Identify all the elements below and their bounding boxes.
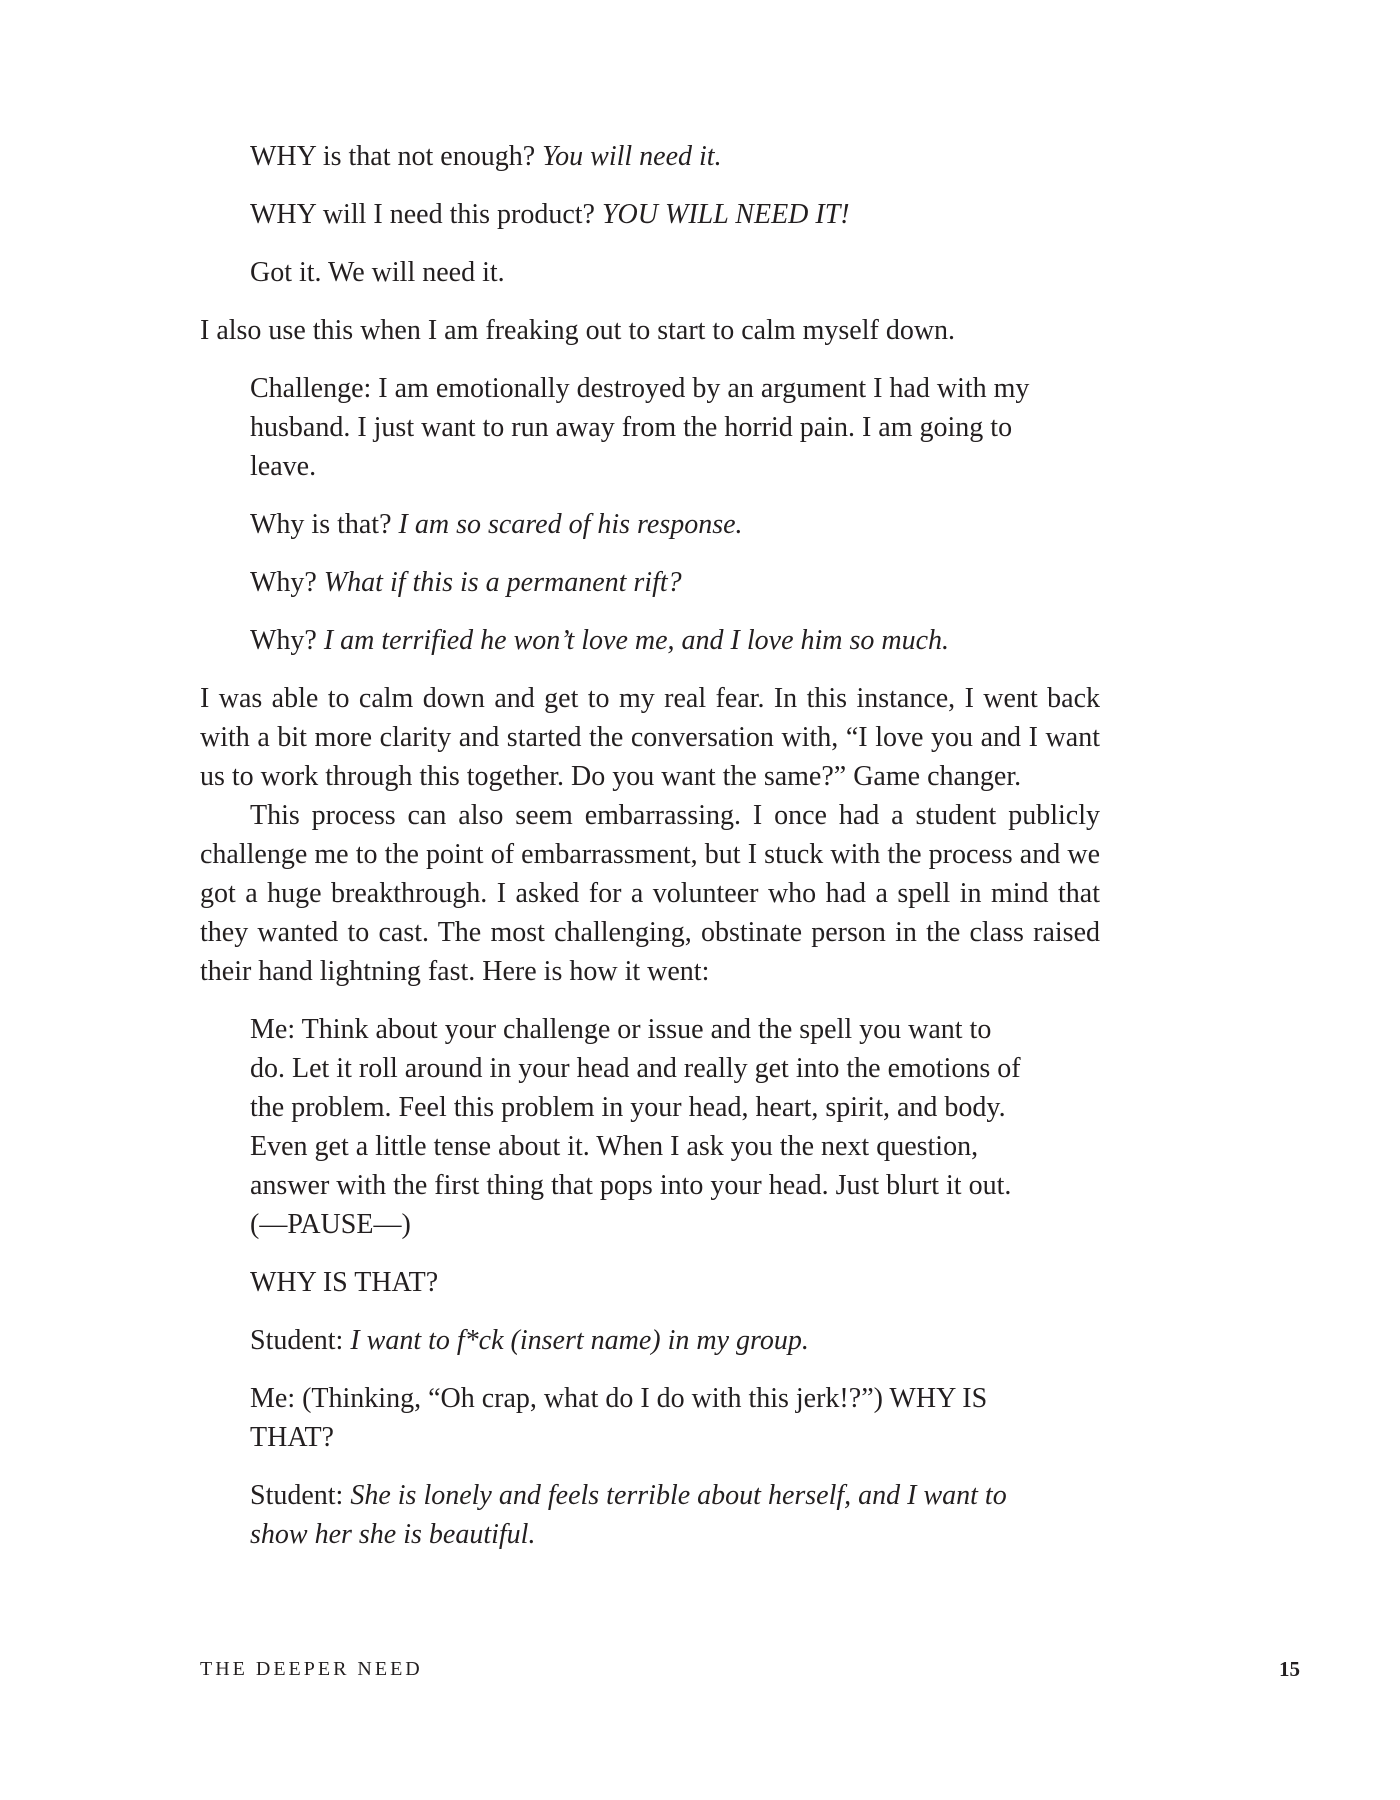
body-paragraph: This process can also seem embarrassing. I once had a student publicly challenge me to the point of embarrassment, but I stuck with the process and we got a huge breakthrough. I asked for a volunteer who had a spell in mind that they wanted to cast. The most challenging, obstinate person in the class raised their hand lightning fast. Here is how it went: — [200, 800, 1100, 987]
dialogue-question: Me: (Thinking, “Oh crap, what do I do with this jerk!?”) WHY IS THAT? — [250, 1383, 988, 1453]
dialogue-challenge: Challenge: I am emotionally destroyed by an argument I had with my husband. I just want to run away from the horrid pain. I am going to leave. — [250, 373, 1030, 482]
dialogue-question: WHY IS THAT? — [250, 1267, 439, 1298]
running-footer-title: THE DEEPER NEED — [200, 1658, 423, 1680]
dialogue-student-answer: Student: She is lonely and feels terrible about herself, and I want to show her she is beautiful. — [250, 1480, 1007, 1550]
dialogue-pause: (—PAUSE—) — [250, 1209, 411, 1240]
dialogue-line: Why? What if this is a permanent rift? — [250, 567, 682, 598]
dialogue-student-answer: Student: I want to f*ck (insert name) in my group. — [250, 1325, 809, 1356]
dialogue-line: WHY is that not enough? You will need it. — [250, 141, 722, 172]
dialogue-line: Why? I am terrified he won’t love me, and I love him so much. — [250, 625, 950, 656]
body-paragraph: I was able to calm down and get to my real fear. In this instance, I went back with a bit more clarity and started the conversation with, “I love you and I want us to work through this together. Do you want the same?” Game changer. — [200, 683, 1100, 792]
body-paragraph: I also use this when I am freaking out to start to calm myself down. — [200, 315, 956, 346]
dialogue-line: Got it. We will need it. — [250, 257, 505, 288]
dialogue-line: Why is that? I am so scared of his response. — [250, 509, 743, 540]
page-body — [200, 137, 1100, 1573]
dialogue-instruction: Me: Think about your challenge or issue and the spell you want to do. Let it roll around in your head and really get into the emotions of the problem. Feel this problem in your head, heart, spirit, and body. Even get a little tense about it. When I ask you the next question, answer with the first thing that pops into your head. Just blurt it out. — [250, 1014, 1021, 1201]
page-number: 15 — [1279, 1657, 1300, 1681]
dialogue-line: WHY will I need this product? YOU WILL NEED IT! — [250, 199, 850, 230]
